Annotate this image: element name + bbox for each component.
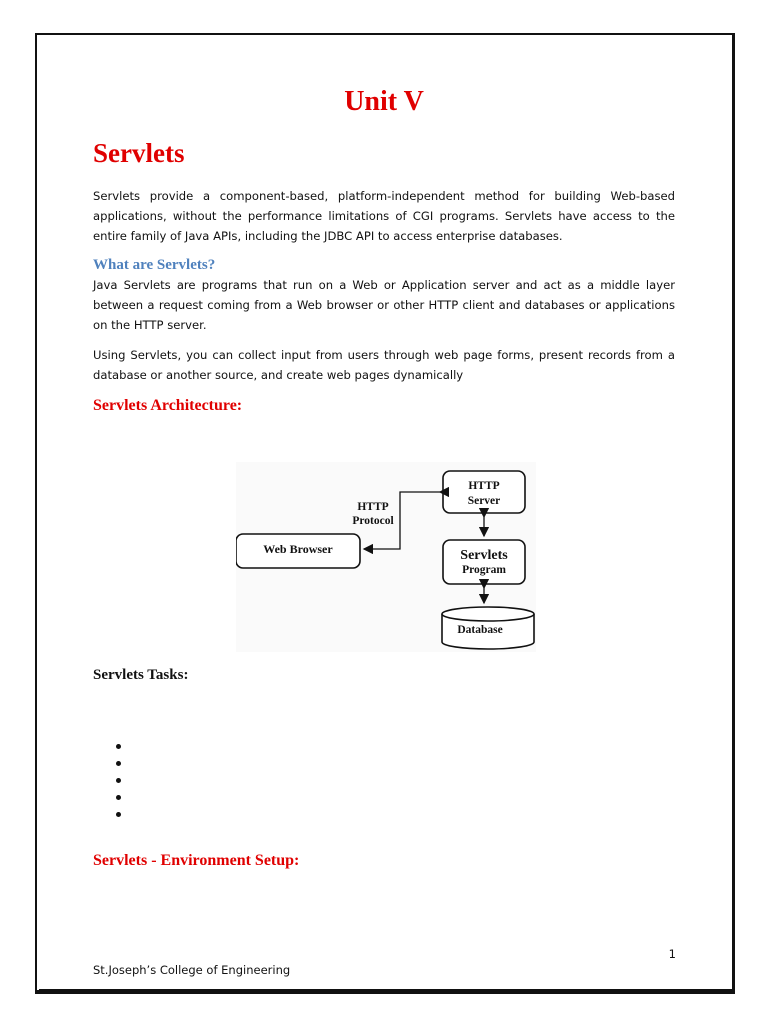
intro-paragraph: Servlets provide a component-based, platform-independent method for building Web-based applications, without the performance limitations of CGI programs. Servlets have access to the entire family of Java APIs, including the JDBC API to access enterprise databases. xyxy=(93,189,675,243)
http-server-label-line2: Server xyxy=(467,495,501,507)
using-servlets-paragraph: Using Servlets, you can collect input from users through web page forms, present records from a database or another source, and create web pages dynamically xyxy=(93,348,675,382)
environment-setup-heading: Servlets - Environment Setup: xyxy=(93,852,300,869)
http-server-label-line1: HTTP xyxy=(468,480,500,492)
tasks-heading: Servlets Tasks: xyxy=(93,667,189,683)
servlets-program-label-line2: Program xyxy=(462,564,506,576)
task-bullet-item xyxy=(112,738,132,755)
protocol-label-line2: Protocol xyxy=(352,515,394,527)
task-bullet-item xyxy=(112,789,132,806)
task-bullet-item xyxy=(112,772,132,789)
page-number: 1 xyxy=(668,947,676,961)
unit-title: Unit V xyxy=(344,86,424,117)
architecture-heading: Servlets Architecture: xyxy=(93,397,243,414)
protocol-label-line1: HTTP xyxy=(357,501,389,513)
database-label: Database xyxy=(457,624,503,636)
tasks-bullet-list xyxy=(112,738,132,823)
main-title: Servlets xyxy=(93,138,185,168)
footer-college-name: St.Joseph’s College of Engineering xyxy=(93,963,291,977)
task-bullet-item xyxy=(112,755,132,772)
what-are-servlets-paragraph: Java Servlets are programs that run on a Web or Application server and act as a middle layer between a request coming from a Web browser or other HTTP client and databases or applications on the HTTP server. xyxy=(93,278,675,332)
servlets-program-label-line1: Servlets xyxy=(460,548,508,563)
servlets-architecture-diagram xyxy=(236,462,536,652)
what-are-servlets-heading: What are Servlets? xyxy=(93,257,216,273)
web-browser-label: Web Browser xyxy=(263,542,333,556)
task-bullet-item xyxy=(112,806,132,823)
